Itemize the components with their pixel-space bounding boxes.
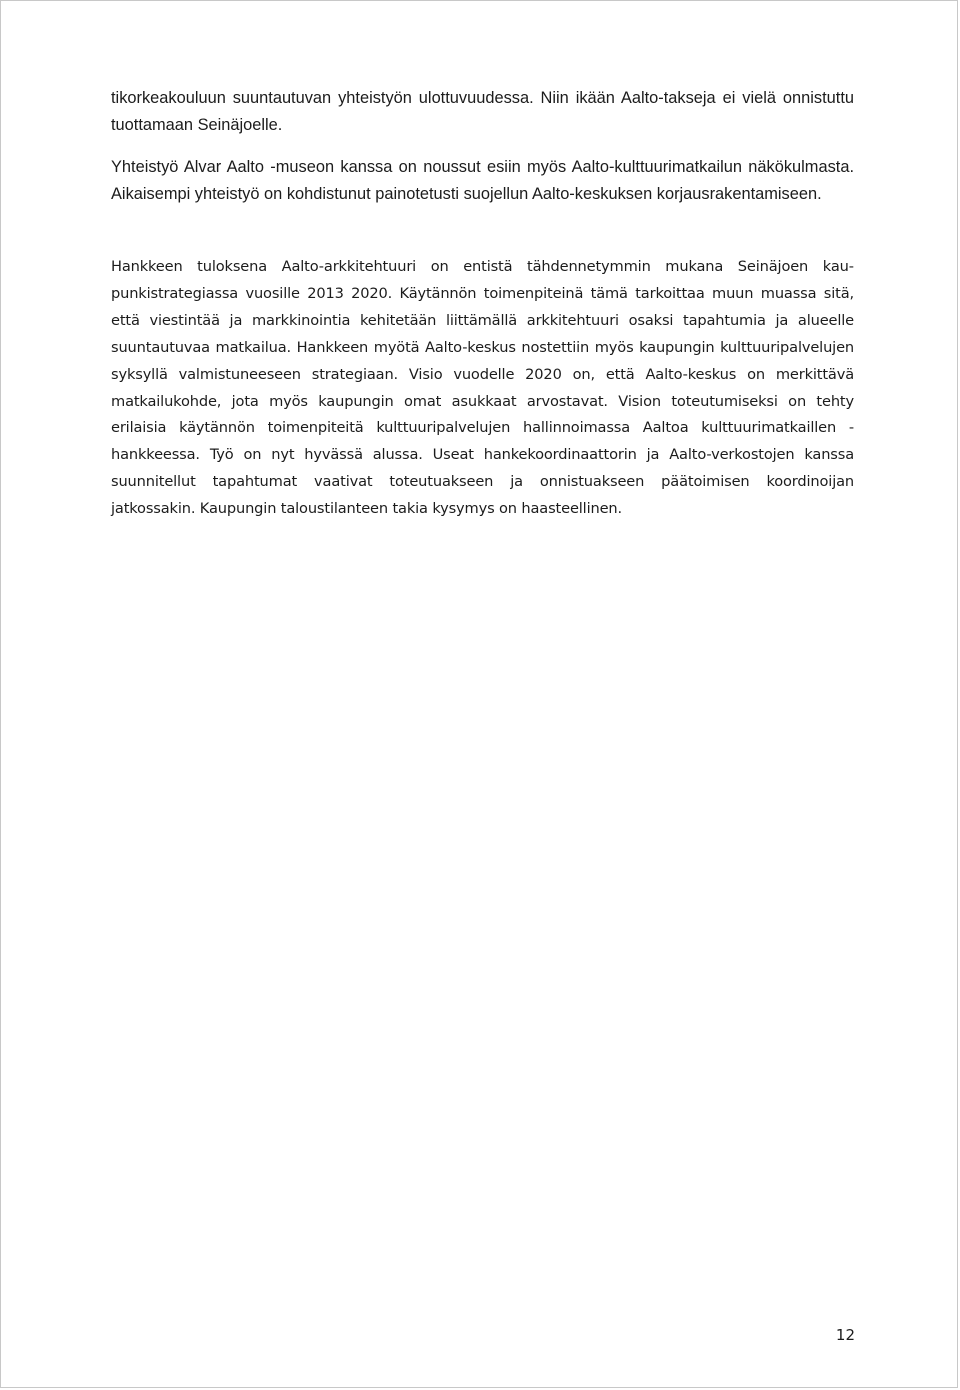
paragraph-project-results: Hankkeen tuloksena Aalto-arkkitehtuuri on entistä tähdennetymmin mukana Seinäjoen kaupunkistrategiassa vuosille 2013 2020. Käytännön toimenpiteinä tämä tarkoittaa muun muassa sitä, että viestintää ja markkinointia kehitetään liittämällä arkkitehtuuri osaksi tapahtumia ja alueelle suuntautuvaa matkailua. Hankkeen myötä Aalto-keskus nostettiin myös kaupungin kulttuuripalvelujen syksyllä valmistuneeseen strategiaan. Visio vuodelle 2020 on, että Aalto-keskus on merkittävä matkailukohde, jota myös kaupungin omat asukkaat arvostavat. Vision toteutumiseksi on tehty erilaisia käytännön toimenpiteitä kulttuuripalvelujen hallinnoimassa Aaltoa kulttuurimatkaillen -hankkeessa. Työ on nyt hyvässä alussa. Useat hankekoordinaattorin ja Aalto-verkostojen kanssa suunnitellut tapahtumat vaativat toteutuakseen ja onnistuakseen päätoimisen koordinoijan jatkossakin. Kaupungin taloustilanteen takia kysymys on haasteellinen. <box>111 258 854 518</box>
paragraph-aalto-taxi: tikorkeakouluun suuntautuvan yhteistyön ulottuvuudessa. Niin ikään Aalto-takseja ei vielä onnistuttu tuottamaan Seinäjoelle. <box>111 89 854 134</box>
paragraph-alvar-aalto-museum: Yhteistyö Alvar Aalto -museon kanssa on noussut esiin myös Aalto-kulttuurimatkailun näkökulmasta. Aikaisempi yhteistyö on kohdistunut painotetusti suojellun Aalto-keskuksen korjausrakentamiseen. <box>111 158 854 203</box>
page-number: 12 <box>835 1326 855 1344</box>
